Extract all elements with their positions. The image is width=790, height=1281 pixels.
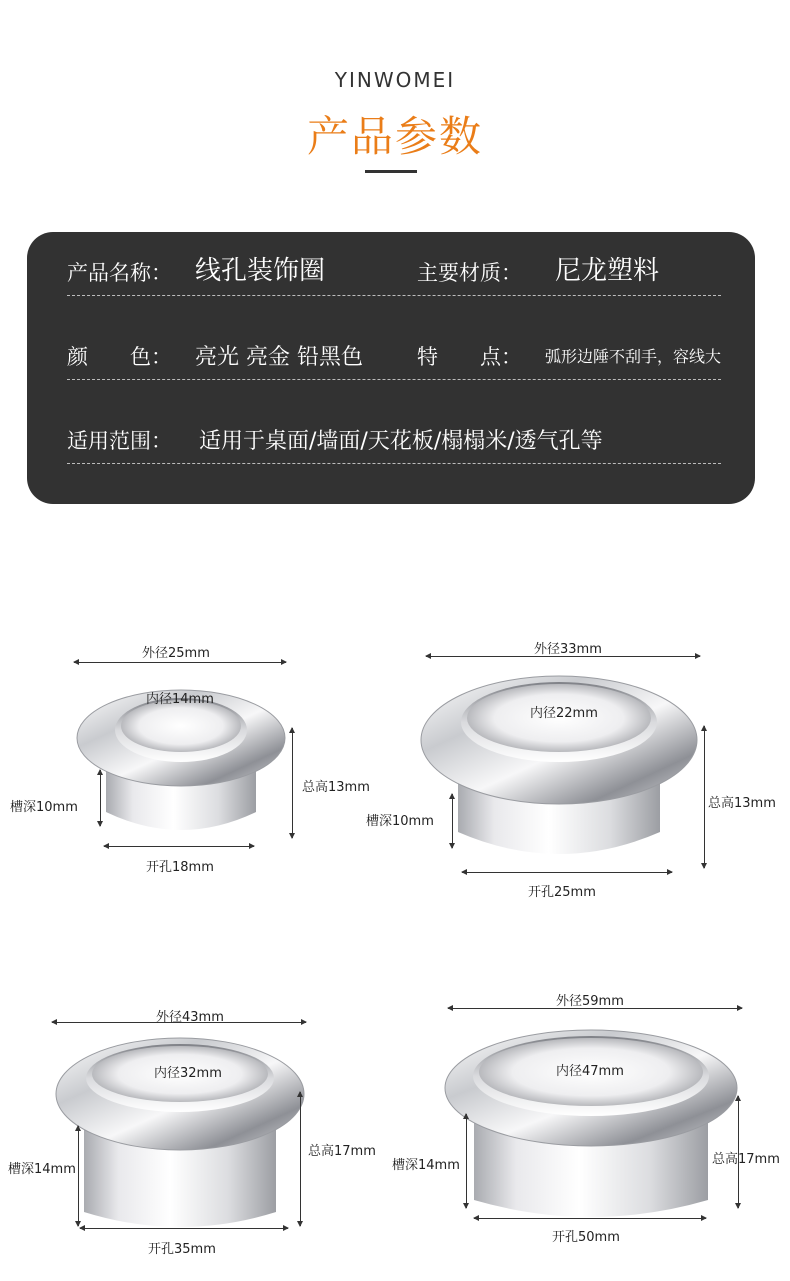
groove-depth-line: [100, 770, 101, 826]
groove-depth-label: 槽深10mm: [10, 800, 78, 815]
total-height-label: 总高17mm: [308, 1144, 376, 1159]
groove-depth-label: 槽深10mm: [366, 814, 434, 829]
inner-diameter-label: 内径22mm: [530, 706, 598, 721]
hole-diameter-line: [104, 846, 254, 847]
feature-value: 弧形边陲不刮手，容线大: [545, 347, 722, 366]
inner-diameter-label: 内径47mm: [556, 1064, 624, 1079]
page-title: 产品参数: [306, 112, 483, 161]
hole-diameter-label: 开孔50mm: [552, 1230, 620, 1245]
total-height-line: [292, 728, 293, 838]
spec-row-scope: [67, 380, 721, 464]
outer-diameter-label: 外径59mm: [556, 994, 624, 1009]
hole-diameter-line: [80, 1228, 288, 1229]
outer-diameter-label: 外径43mm: [156, 1010, 224, 1025]
groove-depth-label: 槽深14mm: [392, 1158, 460, 1173]
feature-label: 特 点：: [417, 345, 522, 369]
scope-label: 适用范围：: [67, 429, 172, 453]
outer-diameter-label: 外径33mm: [534, 642, 602, 657]
hole-diameter-line: [474, 1218, 706, 1219]
hole-diameter-label: 开孔25mm: [528, 885, 596, 900]
name-label: 产品名称：: [67, 261, 172, 285]
brand-name: YINWOMEI: [334, 68, 456, 92]
scope-value: 适用于桌面/墙面/天花板/榻榻米/透气孔等: [199, 429, 603, 454]
material-label: 主要材质：: [417, 261, 522, 285]
title-underline: [365, 170, 417, 173]
groove-depth-label: 槽深14mm: [8, 1162, 76, 1177]
groove-depth-line: [78, 1126, 79, 1226]
total-height-label: 总高17mm: [712, 1152, 780, 1167]
color-value: 亮光 亮金 铅黑色: [195, 345, 363, 370]
hole-diameter-label: 开孔18mm: [146, 860, 214, 875]
total-height-label: 总高13mm: [302, 780, 370, 795]
total-height-label: 总高13mm: [708, 796, 776, 811]
grommet-image-43mm: [54, 1030, 306, 1230]
name-value: 线孔装饰圈: [195, 256, 326, 286]
material-value: 尼龙塑料: [555, 256, 660, 286]
color-label: 颜 色：: [67, 345, 172, 369]
inner-diameter-label: 内径14mm: [146, 692, 214, 707]
total-height-line: [300, 1092, 301, 1226]
spec-panel: [27, 232, 755, 504]
hole-diameter-label: 开孔35mm: [148, 1242, 216, 1257]
groove-depth-line: [466, 1114, 467, 1208]
outer-diameter-label: 外径25mm: [142, 646, 210, 661]
total-height-line: [704, 726, 705, 868]
hole-diameter-line: [462, 872, 672, 873]
inner-diameter-label: 内径32mm: [154, 1066, 222, 1081]
outer-diameter-line: [74, 662, 286, 663]
spec-row-name-material: [67, 232, 721, 296]
grommet-image-59mm: [444, 1020, 738, 1220]
spec-row-color-feature: [67, 296, 721, 380]
groove-depth-line: [452, 794, 453, 848]
grommet-image-33mm: [418, 664, 700, 864]
